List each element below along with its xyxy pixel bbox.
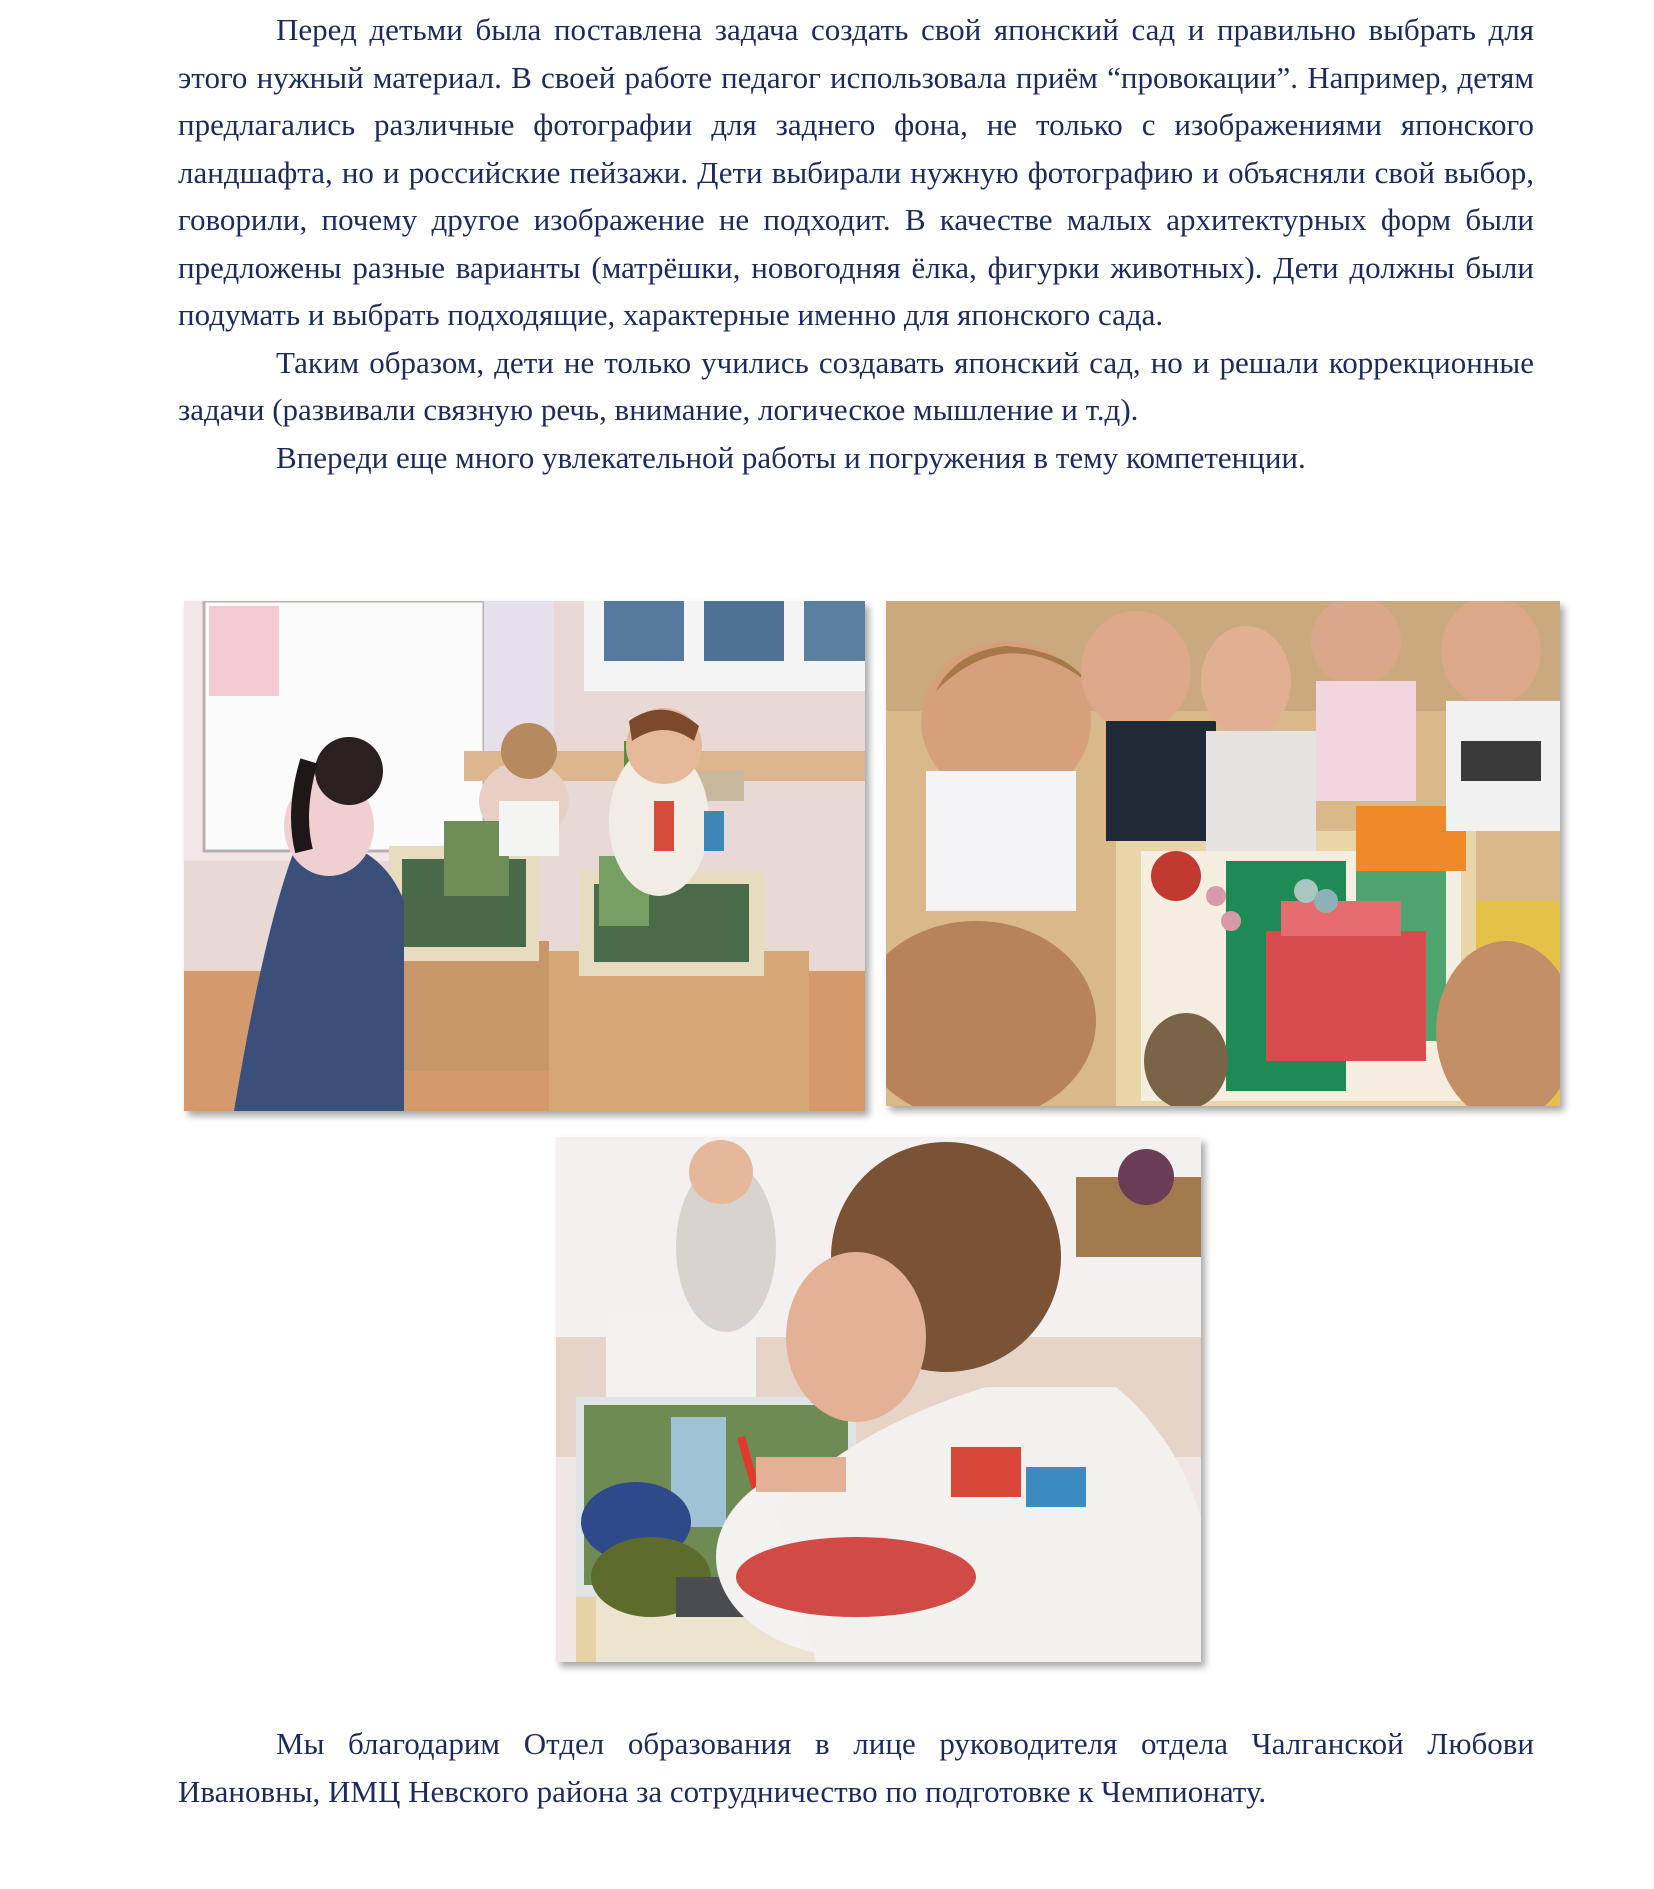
- photo-children-around-table: [886, 601, 1560, 1106]
- photo-boy-raking-garden: [556, 1137, 1201, 1662]
- photo-children-at-desks: [184, 601, 865, 1111]
- paragraph-task: Перед детьми была поставлена задача создать свой японский сад и правильно выбрать для этого нужный материал. В своей работе педагог использовала приём “провокации”. Например, детям предлагались различные фотографии для заднего фона, не только с изображениями японского ландшафта, но и российские пейзажи. Дети выбирали нужную фотографию и объясняли свой выбор, говорили, почему другое изображение не подходит. В качестве малых архитектурных форм были предложены разные варианты (матрёшки, новогодняя ёлка, фигурки животных). Дети должны были подумать и выбрать подходящие, характерные именно для японского сада.: [178, 12, 1534, 332]
- intro-text: [178, 6, 1534, 481]
- paragraph-summary: Таким образом, дети не только учились создавать японский сад, но и решали коррекционные задачи (развивали связную речь, внимание, логическое мышление и т.д).: [178, 344, 1534, 427]
- paragraph-future: Впереди еще много увлекательной работы и погружения в тему компетенции.: [276, 439, 1306, 475]
- closing-text: [178, 1720, 1534, 1815]
- paragraph-thanks: Мы благодарим Отдел образования в лице руководителя отдела Чалганской Любови Ивановны, ИМЦ Невского района за сотрудничество по подготовке к Чемпионату.: [178, 1726, 1534, 1809]
